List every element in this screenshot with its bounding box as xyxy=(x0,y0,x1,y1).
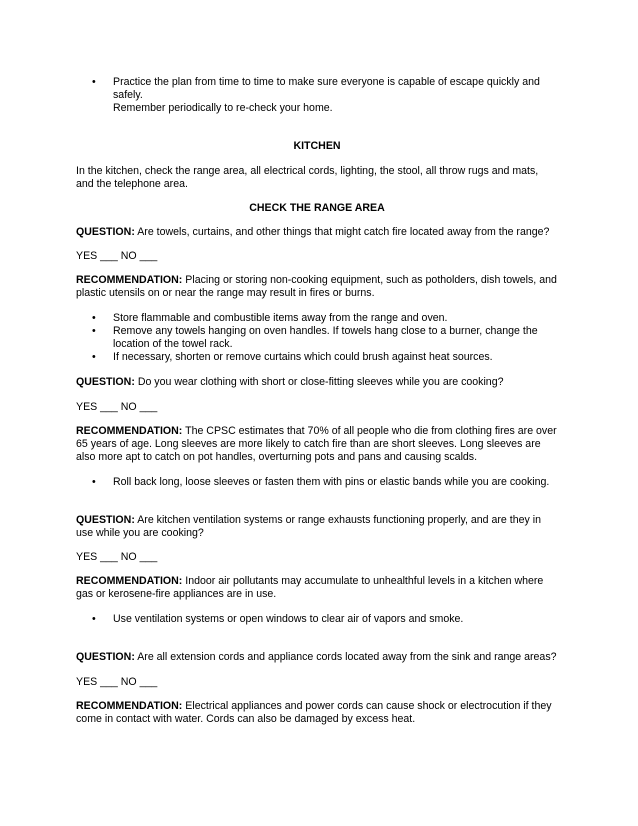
question-label: QUESTION: xyxy=(76,514,135,526)
question-3-text: Are kitchen ventilation systems or range exhausts functioning properly, and are they in use while you are cooking? xyxy=(76,514,541,539)
recommendation-label: RECOMMENDATION: xyxy=(76,274,183,286)
yes-no-3: YES ___ NO ___ xyxy=(76,551,158,563)
question-label: QUESTION: xyxy=(76,651,135,663)
yes-no-1: YES ___ NO ___ xyxy=(76,250,158,262)
intro-bullet-text: Practice the plan from time to time to make sure everyone is capable of escape quickly and safely. xyxy=(113,76,540,101)
question-1 xyxy=(76,226,558,239)
list-item xyxy=(76,613,558,626)
yes-no-2: YES ___ NO ___ xyxy=(76,401,158,413)
bullet-glyph: • xyxy=(92,76,96,88)
list-item xyxy=(76,76,558,102)
q2-bullet-list xyxy=(76,476,558,489)
question-4-text: Are all extension cords and appliance cords located away from the sink and range areas? xyxy=(137,651,557,663)
kitchen-heading: KITCHEN xyxy=(293,140,341,152)
recommendation-2-text: The CPSC estimates that 70% of all people who die from clothing fires are over 65 years of age. Long sleeves are more likely to catch fire than are short sleeves. Long sleeves are also more apt to catch on pot handles, overturning pots and pans and causing scalds. xyxy=(76,425,557,463)
q1-bullet-text: Store flammable and combustible items away from the range and oven. xyxy=(113,312,448,324)
intro-bullet-list xyxy=(76,76,558,102)
bullet-glyph: • xyxy=(92,351,96,363)
range-heading: CHECK THE RANGE AREA xyxy=(249,202,385,214)
question-label: QUESTION: xyxy=(76,226,135,238)
recommendation-2 xyxy=(76,425,558,464)
q3-bullet-text: Use ventilation systems or open windows to clear air of vapors and smoke. xyxy=(113,613,464,625)
recommendation-3-text: Indoor air pollutants may accumulate to unhealthful levels in a kitchen where gas or kerosene-fire appliances are in use. xyxy=(76,575,544,600)
recommendation-1 xyxy=(76,274,558,300)
question-1-text: Are towels, curtains, and other things that might catch fire located away from the range? xyxy=(137,226,550,238)
recommendation-4-text: Electrical appliances and power cords can cause shock or electrocution if they come in contact with water. Cords can also be damaged by excess heat. xyxy=(76,700,552,725)
question-3 xyxy=(76,514,558,540)
recommendation-label: RECOMMENDATION: xyxy=(76,425,183,437)
bullet-glyph: • xyxy=(92,613,96,625)
q1-bullet-text: If necessary, shorten or remove curtains which could brush against heat sources. xyxy=(113,351,493,363)
bullet-glyph: • xyxy=(92,312,96,324)
question-2 xyxy=(76,376,558,389)
list-item xyxy=(76,325,558,351)
bullet-glyph: • xyxy=(92,476,96,488)
q3-bullet-list xyxy=(76,613,558,626)
recommendation-label: RECOMMENDATION: xyxy=(76,700,183,712)
question-2-text: Do you wear clothing with short or close-fitting sleeves while you are cooking? xyxy=(137,376,504,388)
intro-followup: Remember periodically to re-check your home. xyxy=(113,102,333,114)
question-label: QUESTION: xyxy=(76,376,135,388)
question-4 xyxy=(76,651,558,664)
recommendation-4 xyxy=(76,700,558,726)
kitchen-paragraph: In the kitchen, check the range area, all electrical cords, lighting, the stool, all throw rugs and mats, and the telephone area. xyxy=(76,165,539,190)
q1-bullet-list xyxy=(76,312,558,364)
q2-bullet-text: Roll back long, loose sleeves or fasten them with pins or elastic bands while you are cooking. xyxy=(113,476,550,488)
recommendation-label: RECOMMENDATION: xyxy=(76,575,183,587)
recommendation-3 xyxy=(76,575,558,601)
list-item xyxy=(76,351,558,364)
yes-no-4: YES ___ NO ___ xyxy=(76,676,158,688)
list-item xyxy=(76,476,558,489)
q1-bullet-text: Remove any towels hanging on oven handles. If towels hang close to a burner, change the location of the towel rack. xyxy=(113,325,538,350)
list-item xyxy=(76,312,558,325)
recommendation-1-text: Placing or storing non-cooking equipment, such as potholders, dish towels, and plastic utensils on or near the range may result in fires or burns. xyxy=(76,274,557,299)
bullet-glyph: • xyxy=(92,325,96,337)
